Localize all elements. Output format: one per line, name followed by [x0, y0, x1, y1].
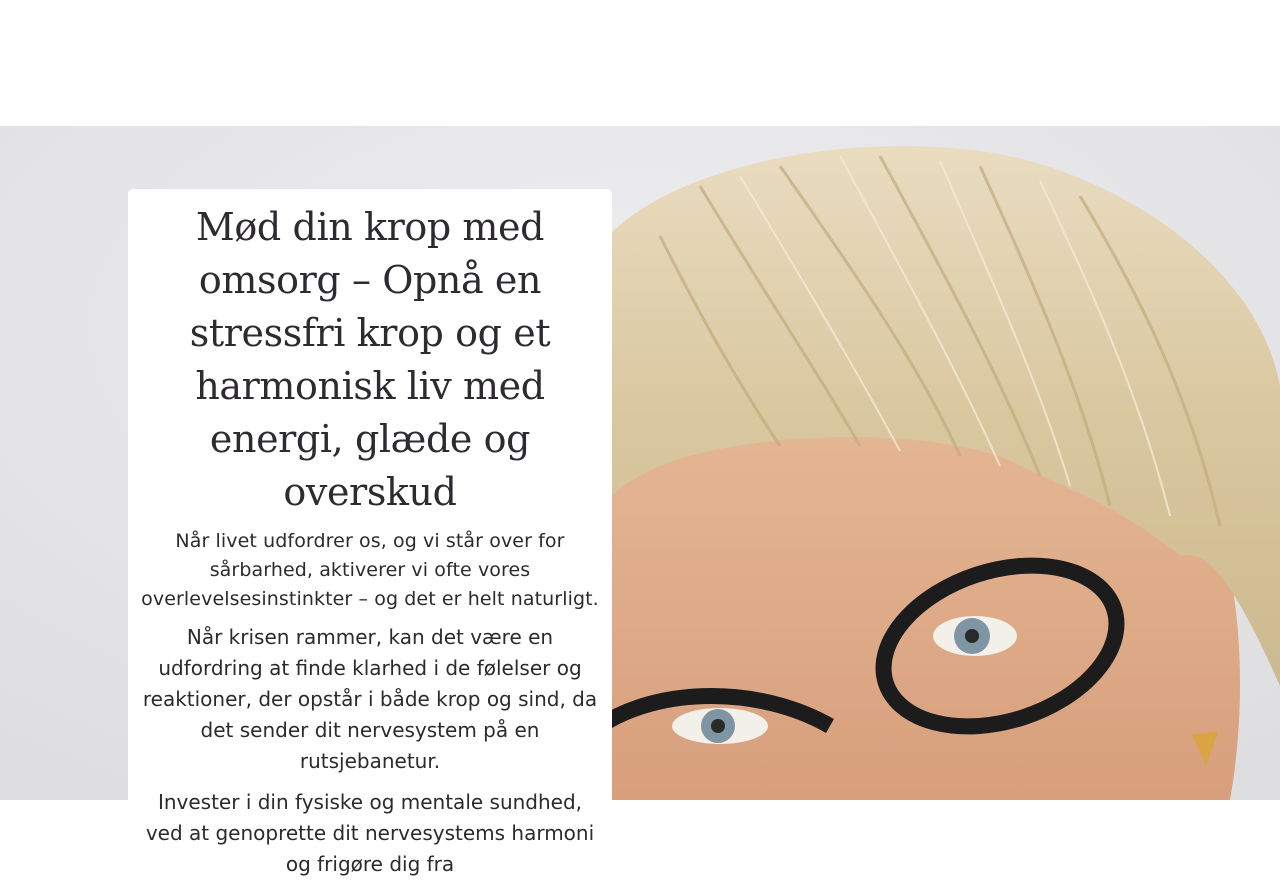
hero-title: Mød din krop med omsorg – Opnå en stressfri krop og et harmonisk liv med energi, glæde og overskud	[189, 205, 551, 514]
hero-invest-paragraph: Invester i din fysiske og mentale sundhed, ved at genoprette dit nervesystems harmoni og frigøre dig fra	[145, 790, 595, 876]
hero-section	[0, 126, 1280, 876]
hero-crisis-paragraph: Når krisen rammer, kan det være en udfordring at finde klarhed i de følelser og reaktioner, der opstår i både krop og sind, da det sender dit nervesystem på en rutsjebanetur.	[142, 625, 598, 773]
site-header	[0, 0, 1280, 126]
hero-text-card	[128, 189, 612, 876]
hero-intro-paragraph: Når livet udfordrer os, og vi står over for sårbarhed, aktiverer vi ofte vores overlevelsesinstinkter – og det er helt naturligt.	[141, 530, 599, 610]
